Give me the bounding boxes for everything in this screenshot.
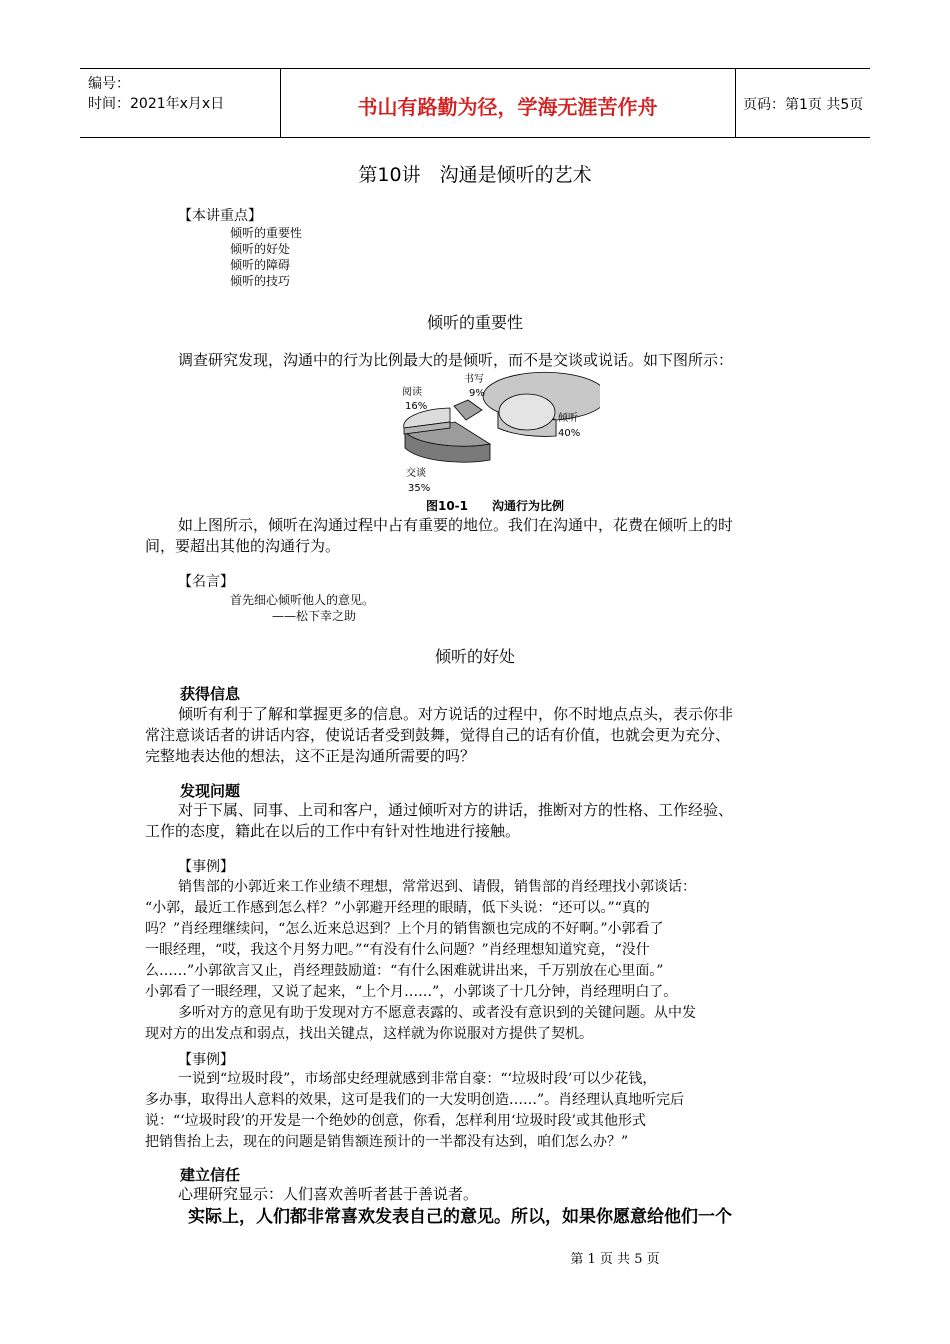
- pie-slice-writing: [454, 400, 482, 420]
- subheading-find-problems: 发现问题: [180, 782, 241, 800]
- body-line: 完整地表达他的想法，这不正是沟通所需要的吗？: [145, 747, 476, 765]
- body-line: 倾听有利于了解和掌握更多的信息。对方说话的过程中，你不时地点点头，表示你非: [178, 705, 734, 723]
- number-label: 编号：: [88, 76, 130, 92]
- case-line: 么……”小郭欲言又止，肖经理鼓励道：“有什么困难就讲出来，千万别放在心里面。”: [145, 963, 664, 979]
- pie-slice-listening: [483, 372, 600, 436]
- value-writing: 9%: [469, 388, 485, 399]
- label-writing: 书写: [464, 374, 484, 385]
- key-points-label: 【本讲重点】: [178, 208, 262, 224]
- case-line: 多听对方的意见有助于发现对方不愿意表露的、或者没有意识到的关键问题。从中发: [178, 1005, 696, 1021]
- body-line: 常注意谈话者的讲话内容，使说话者受到鼓舞，觉得自己的话有价值，也就会更为充分、: [145, 726, 731, 744]
- quote-author: ——松下幸之助: [272, 609, 357, 623]
- body-line: 工作的态度，籍此在以后的工作中有针对性地进行接触。: [145, 822, 521, 840]
- case-line: 吗？”肖经理继续问，“怎么近来总迟到？上个月的销售额也完成的不好啊。”小郭看了: [145, 921, 664, 937]
- section1-after-line: 如上图所示，倾听在沟通过程中占有重要的地位。我们在沟通中，花费在倾听上的时: [178, 516, 734, 534]
- case-line: 小郭看了一眼经理，又说了起来，“上个月……”，小郭谈了十几分钟，肖经理明白了。: [145, 984, 678, 1000]
- figure-caption: 图10-1 沟通行为比例: [425, 499, 565, 513]
- body-line-emphasis: 实际上，人们都非常喜欢发表自己的意见。所以，如果你愿意给他们一个: [188, 1207, 732, 1227]
- case-line: 一眼经理，“哎，我这个月努力吧。”“有没有什么问题？”肖经理想知道究竟，“没什: [145, 942, 650, 958]
- section-heading-importance: 倾听的重要性: [426, 313, 523, 332]
- case-line: 把销售抬上去，现在的问题是销售额连预计的一半都没有达到，咱们怎么办？”: [145, 1134, 629, 1150]
- case1-label: 【事例】: [178, 859, 234, 875]
- body-line: 对于下属、同事、上司和客户，通过倾听对方的讲话，推断对方的性格、工作经验、: [178, 801, 734, 819]
- quote-label: 【名言】: [178, 574, 234, 590]
- key-point-item: 倾听的重要性: [230, 226, 303, 240]
- page-info: 页码：第1页 共5页: [743, 97, 864, 113]
- page-title: 第10讲 沟通是倾听的艺术: [358, 164, 592, 186]
- section1-intro: 调查研究发现，沟通中的行为比例最大的是倾听，而不是交谈或说话。如下图所示：: [178, 351, 734, 369]
- key-point-item: 倾听的障碍: [230, 258, 291, 272]
- pie-chart: [380, 370, 600, 495]
- time-label: 时间：2021年x月x日: [88, 96, 225, 112]
- case-line: 现对方的出发点和弱点，找出关键点，这样就为你说服对方提供了契机。: [145, 1026, 593, 1042]
- header-motto-cell: [280, 69, 736, 137]
- value-talking: 35%: [408, 483, 431, 494]
- quote-text: 首先细心倾听他人的意见。: [230, 593, 375, 607]
- subheading-build-trust: 建立信任: [180, 1166, 241, 1184]
- motto: 书山有路勤为径，学海无涯苦作舟: [357, 95, 658, 119]
- case2-label: 【事例】: [178, 1052, 234, 1068]
- subheading-gain-info: 获得信息: [180, 685, 241, 703]
- header-page-cell: [735, 69, 870, 137]
- label-listening: 倾听: [558, 413, 578, 424]
- label-talking: 交谈: [406, 468, 426, 479]
- body-line: 心理研究显示：人们喜欢善听者甚于善说者。: [178, 1185, 479, 1203]
- section1-after-line: 间，要超出其他的沟通行为。: [145, 537, 341, 555]
- page-footer: 第 1 页 共 5 页: [570, 1252, 660, 1267]
- header-meta-cell: [80, 69, 281, 137]
- key-point-item: 倾听的好处: [230, 242, 291, 256]
- case-line: 一说到“垃圾时段”，市场部史经理就感到非常自豪：“‘垃圾时段’可以少花钱，: [178, 1071, 657, 1087]
- case-line: “小郭，最近工作感到怎么样？”小郭避开经理的眼睛，低下头说：“还可以。”“真的: [145, 900, 650, 916]
- label-reading: 阅读: [402, 387, 422, 398]
- case-line: 销售部的小郭近来工作业绩不理想，常常迟到、请假，销售部的肖经理找小郭谈话：: [178, 879, 696, 895]
- key-point-item: 倾听的技巧: [230, 274, 291, 288]
- case-line: 多办事，取得出人意料的效果，这可是我们的一大发明创造……”。肖经理认真地听完后: [145, 1092, 685, 1108]
- page-header: [80, 68, 870, 138]
- value-listening: 40%: [558, 428, 581, 439]
- value-reading: 16%: [405, 401, 428, 412]
- case-line: 说：“‘垃圾时段’的开发是一个绝妙的创意，你看，怎样利用‘垃圾时段’或其他形式: [145, 1113, 646, 1129]
- section-heading-benefits: 倾听的好处: [434, 647, 515, 666]
